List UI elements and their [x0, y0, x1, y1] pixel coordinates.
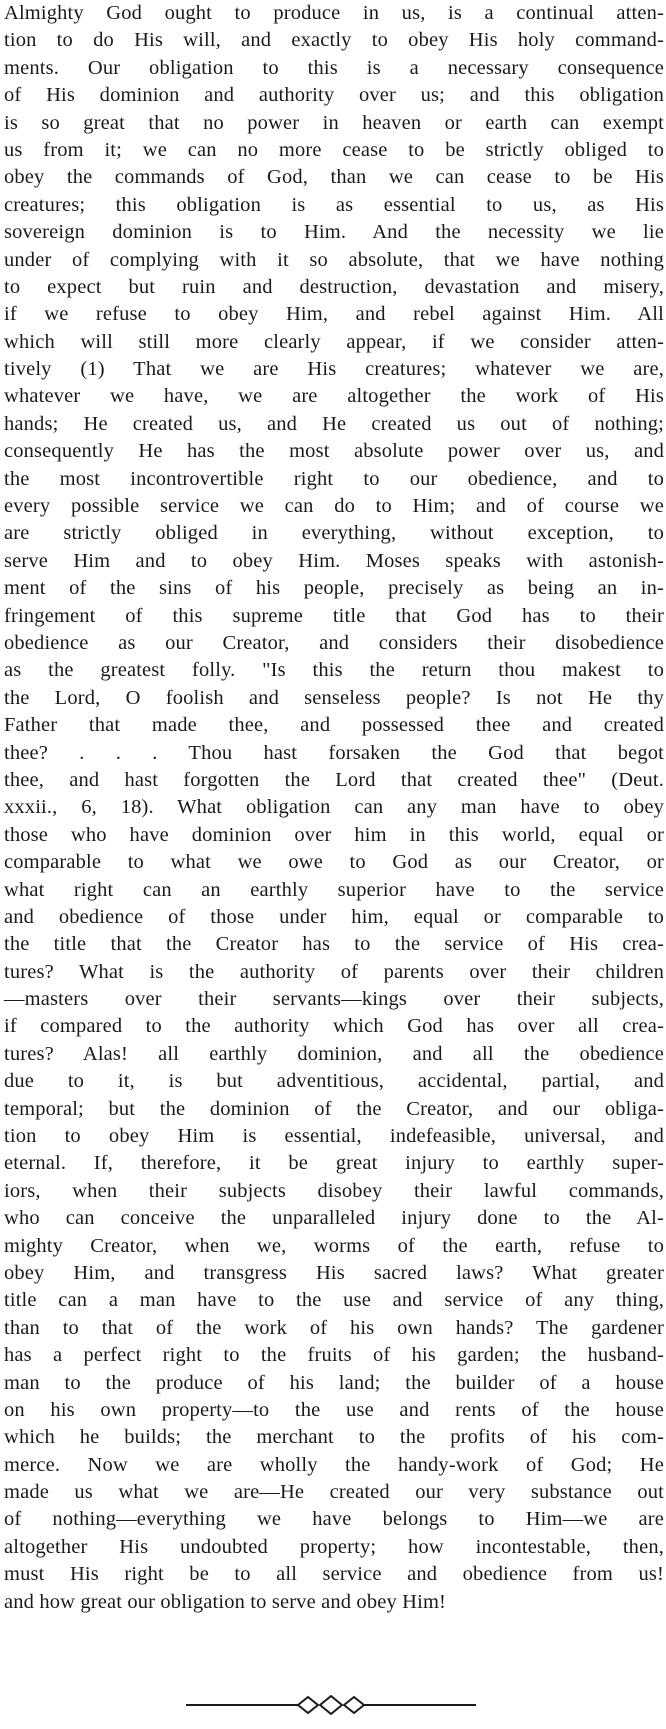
text-line: ments. Our obligation to this is a necessary consequence [4, 56, 664, 79]
text-line: creatures; this obligation is as essential to us, as His [4, 193, 664, 216]
text-line: tively (1) That we are His creatures; whatever we are, [4, 358, 664, 381]
text-line: and obedience of those under him, equal or comparable to [4, 905, 664, 928]
text-line: whatever we have, we are altogether the work of His [4, 385, 664, 408]
text-line: xxxii., 6, 18). What obligation can any man have to obey [4, 796, 664, 819]
text-line: if we refuse to obey Him, and rebel against Him. All [4, 303, 664, 326]
text-line: which he builds; the merchant to the profits of his com- [4, 1426, 664, 1449]
text-line: under of complying with it so absolute, that we have nothing [4, 248, 664, 271]
text-line: due to it, is but adventitious, accidental, partial, and [4, 1070, 664, 1093]
text-line: obedience as our Creator, and considers their disobedience [4, 631, 664, 654]
text-line: tures? Alas! all earthly dominion, and all the obedience [4, 1042, 664, 1065]
text-line: must His right be to all service and obedience from us! [4, 1563, 664, 1586]
text-line: than to that of the work of his own hands? The gardener [4, 1316, 664, 1339]
text-line: obey Him, and transgress His sacred laws? What greater [4, 1261, 664, 1284]
text-line: of nothing—everything we have belongs to Him—we are [4, 1508, 664, 1531]
text-line: serve Him and to obey Him. Moses speaks with astonish- [4, 549, 664, 572]
text-line: mighty Creator, when we, worms of the earth, refuse to [4, 1234, 664, 1257]
text-line: on his own property—to the use and rents of the house [4, 1398, 664, 1421]
section-divider-ornament [186, 1693, 476, 1717]
text-line: the Lord, O foolish and senseless people? Is not He thy [4, 686, 664, 709]
text-line: man to the produce of his land; the builder of a house [4, 1371, 664, 1394]
document-page [4, 0, 664, 1616]
text-line: is so great that no power in heaven or earth can exempt [4, 111, 664, 134]
text-line: what right can an earthly superior have to the service [4, 878, 664, 901]
text-line: those who have dominion over him in this world, equal or [4, 823, 664, 846]
text-line: the title that the Creator has to the service of His crea- [4, 933, 664, 956]
text-line: which will still more clearly appear, if we consider atten- [4, 330, 664, 353]
text-line: Almighty God ought to produce in us, is a continual atten- [4, 2, 664, 24]
text-line: if compared to the authority which God has over all crea- [4, 1015, 664, 1038]
text-line: title can a man have to the use and service of any thing, [4, 1289, 664, 1312]
text-line: thee, and hast forgotten the Lord that created thee" (Deut. [4, 768, 664, 791]
text-line: every possible service we can do to Him; and of course we [4, 495, 664, 518]
text-line: iors, when their subjects disobey their lawful commands, [4, 1179, 664, 1202]
text-line: fringement of this supreme title that God has to their [4, 604, 664, 627]
text-line: —masters over their servants—kings over their subjects, [4, 988, 664, 1011]
text-line: comparable to what we owe to God as our Creator, or [4, 851, 664, 874]
text-line: made us what we are—He created our very substance out [4, 1481, 664, 1504]
text-line: consequently He has the most absolute power over us, and [4, 440, 664, 463]
text-line: of His dominion and authority over us; and this obligation [4, 84, 664, 107]
text-line: tion to obey Him is essential, indefeasible, universal, and [4, 1125, 664, 1148]
text-line: has a perfect right to the fruits of his garden; the husband- [4, 1344, 664, 1367]
text-line: are strictly obliged in everything, without exception, to [4, 522, 664, 545]
text-line: to expect but ruin and destruction, devastation and misery, [4, 275, 664, 298]
text-line: temporal; but the dominion of the Creator, and our obliga- [4, 1097, 664, 1120]
text-line: Father that made thee, and possessed thee and created [4, 714, 664, 737]
text-line: as the greatest folly. "Is this the return thou makest to [4, 659, 664, 682]
text-line-last: and how great our obligation to serve and obey Him! [4, 1590, 447, 1613]
text-line: obey the commands of God, than we can cease to be His [4, 166, 664, 189]
text-line: thee? . . . Thou hast forsaken the God that begot [4, 741, 664, 764]
text-line: who can conceive the unparalleled injury done to the Al- [4, 1207, 664, 1230]
text-line: ment of the sins of his people, precisely as being an in- [4, 577, 664, 600]
text-line: hands; He created us, and He created us out of nothing; [4, 412, 664, 435]
text-line: tures? What is the authority of parents over their children [4, 960, 664, 983]
text-line: merce. Now we are wholly the handy-work of God; He [4, 1453, 664, 1476]
text-line: us from it; we can no more cease to be strictly obliged to [4, 138, 664, 161]
text-line: altogether His undoubted property; how incontestable, then, [4, 1535, 664, 1558]
text-line: sovereign dominion is to Him. And the necessity we lie [4, 221, 664, 244]
text-line: the most incontrovertible right to our obedience, and to [4, 467, 664, 490]
text-line: tion to do His will, and exactly to obey His holy command- [4, 29, 664, 52]
text-line: eternal. If, therefore, it be great injury to earthly super- [4, 1152, 664, 1175]
